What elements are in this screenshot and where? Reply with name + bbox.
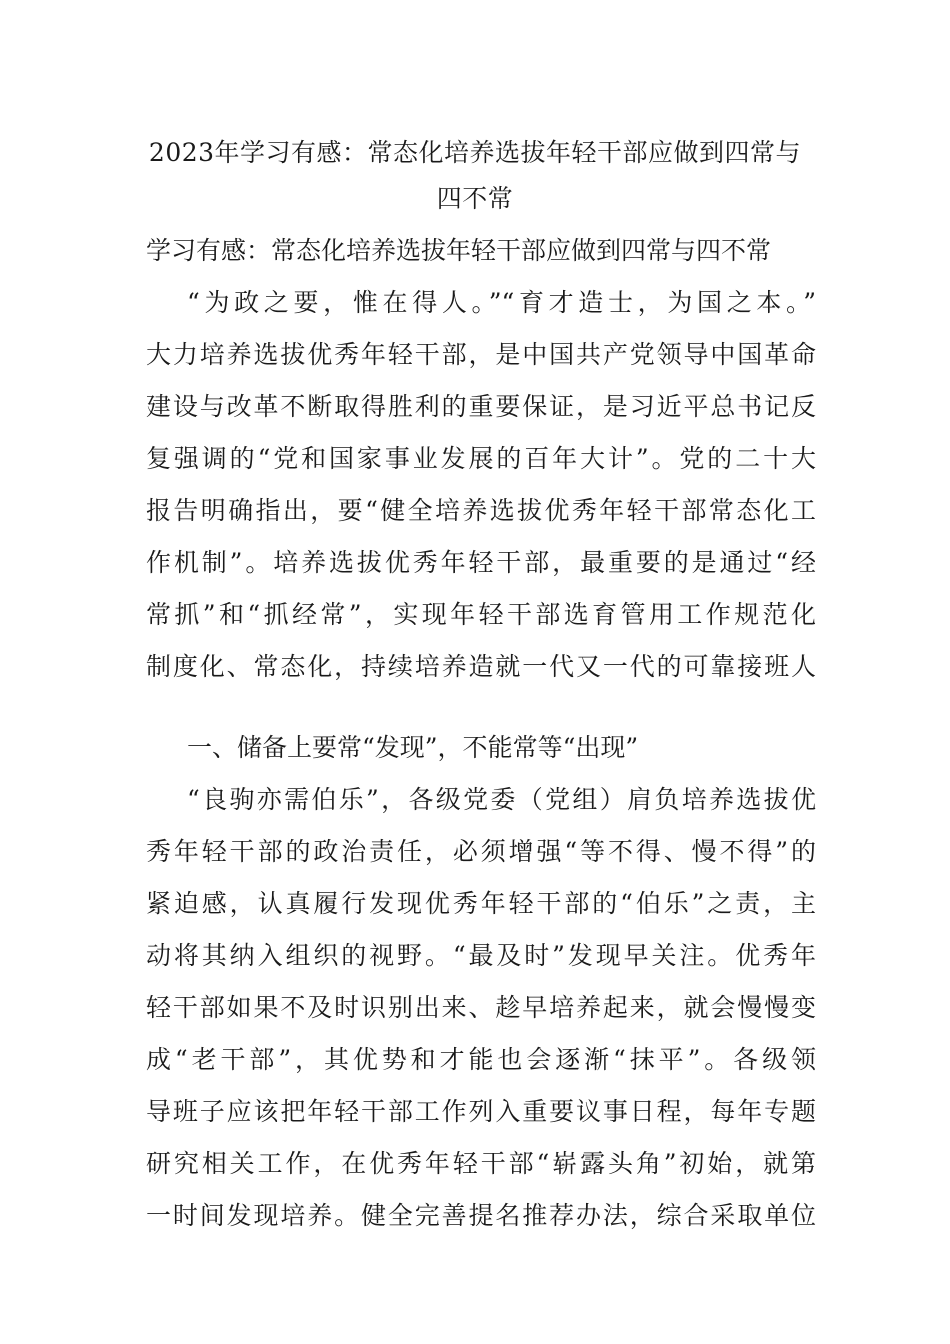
paragraph-line: 成“老干部”，其优势和才能也会逐渐“抹平”。各级领	[146, 1045, 816, 1074]
paragraph-line: 作机制”。培养选拔优秀年轻干部，最重要的是通过“经	[146, 548, 816, 577]
paragraph-line: 一时间发现培养。健全完善提名推荐办法，综合采取单位	[146, 1201, 816, 1230]
paragraph-line: 动将其纳入组织的视野。“最及时”发现早关注。优秀年	[146, 941, 816, 970]
paragraph-line: 轻干部如果不及时识别出来、趁早培养起来，就会慢慢变	[146, 993, 816, 1022]
paragraph-line: 秀年轻干部的政治责任，必须增强“等不得、慢不得”的	[146, 837, 816, 866]
paragraph-line: 导班子应该把年轻干部工作列入重要议事日程，每年专题	[146, 1097, 816, 1126]
paragraph-line: 紧迫感，认真履行发现优秀年轻干部的“伯乐”之责，主	[146, 889, 816, 918]
paragraph-line: 建设与改革不断取得胜利的重要保证，是习近平总书记反	[146, 392, 816, 421]
paragraph-line: 研究相关工作，在优秀年轻干部“崭露头角”初始，就第	[146, 1149, 816, 1178]
document-subtitle: 学习有感：常态化培养选拔年轻干部应做到四常与四不常	[146, 236, 772, 265]
paragraph-line: 复强调的“党和国家事业发展的百年大计”。党的二十大	[146, 444, 816, 473]
document-title: 2023年学习有感：常态化培养选拔年轻干部应做到四常与四不常	[148, 138, 802, 213]
paragraph-line: “良驹亦需伯乐”，各级党委（党组）肩负培养选拔优	[187, 785, 816, 814]
paragraph-line: 制度化、常态化，持续培养造就一代又一代的可靠接班人	[146, 652, 816, 681]
section-heading: 一、储备上要常“发现”，不能常等“出现”	[187, 733, 639, 762]
paragraph-line: 常抓”和“抓经常”，实现年轻干部选育管用工作规范化	[146, 600, 816, 629]
paragraph-line: “为政之要，惟在得人。”“育才造士，为国之本。”	[187, 288, 816, 317]
paragraph-line: 大力培养选拔优秀年轻干部，是中国共产党领导中国革命	[146, 340, 816, 369]
paragraph-line: 报告明确指出，要“健全培养选拔优秀年轻干部常态化工	[146, 496, 816, 525]
